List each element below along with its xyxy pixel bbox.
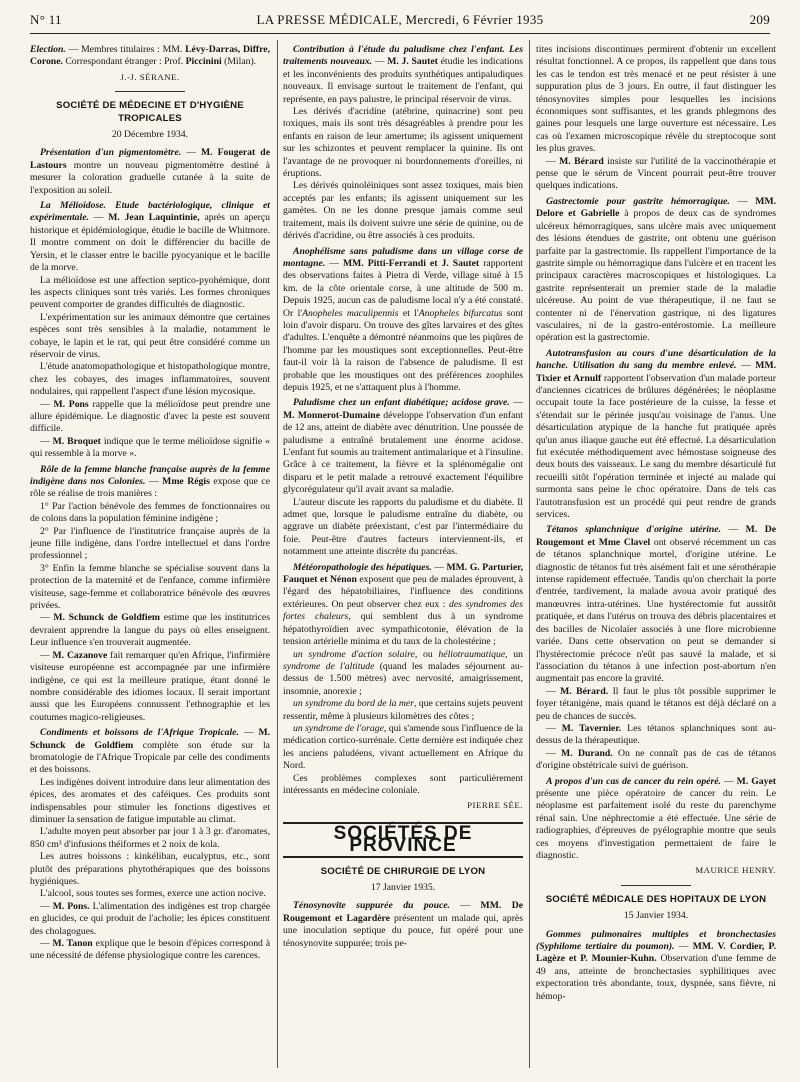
discussion-durand: — M. Durand. On ne connaît pas de cas de tétanos d'origine obstétricale suivi de guérison. [536,747,776,772]
paragraph: L'étude anatomopathologique et histopathologique montre, chez les cobayes, des images inflammatoires, souvent nodulaires, qui rappellent l'aspect d'une lésion mycosique. [30,361,270,398]
page-header [30,12,770,30]
paragraph: un syndrome du bord de la mer, que certains sujets peuvent ressentir, même à plusieurs kilomètres des côtes ; [283,698,523,722]
article-enfant-diabetique: Paludisme chez un enfant diabétique; acidose grave. — M. Monnerot-Dumaine développe l'observation d'un enfant de 12 ans, atteint de diabète avec dénutrition. Une poussée de paludisme a entraîné brutalement une énorme acidose. L'enfant fut soumis au traitement antimalarique et à l'insuline. Grâce à ce traitement, la fièvre et la splénomégalie ont disparu et le petit malade a retrouvé exactement l'équilibre glycorégulateur qu'il avait avant sa maladie. [283,397,523,496]
paragraph: L'auteur discute les rapports du paludisme et du diabète. Il admet que, lorsque le paludisme entraîne du diabète, ou aggrave un diabète préexistant, c'est par l'intermédiaire du foie. Peut-être d'autres facteurs interviennent-ils, et notamment une atteinte discrète du pancréas. [283,496,523,558]
society-heading: SOCIÉTÉ MÉDICALE DES HOPITAUX DE LYON [545,893,767,905]
signature: MAURICE HENRY. [695,865,776,876]
discussion-schunck: — M. Schunck de Goldfiem estime que les institutrices devraient apprendre la langue du pays où elles enseignent. Leur influence s'en trouverait augmentée. [30,612,270,649]
paragraph: Les dérivés d'acridine (atébrine, quinacrine) sont peu toxiques, mais ils sont très désagréables à prendre pour les enfants en raison de leur amertume; ils agissent uniquement sur les schizontes et peuvent remplacer la quinine. Ils ont l'avantage de ne provoquer ni bourdonnements d'oreilles, ni éruptions. [283,106,523,180]
session-date: 20 Décembre 1934. [111,129,189,141]
discussion-pons-2: — M. Pons. L'alimentation des indigènes est trop chargée en glucides, ce qui produit de l'acholie; les épices constituent des cholagogues. [30,900,271,937]
column-rule-2 [529,40,530,1068]
article-melioidose: La Mélioïdose. Etude bactériologique, clinique et expérimentale. — M. Jean Laquintinie, après un aperçu historique et épidémiologique, étudie le bacille de Whitmore. Il montre comment on doit le différencier du bacille de Yersin, et le classer entre le bacille pyocyanique et le bacille de la morve. [30,200,270,274]
article-tenosynovite: Ténosynovite suppurée du pouce. — MM. De Rougemont et Lagardère présentent un malade qui, après une inoculation septique du pouce, fut opéré pour une ténosynovite suppurée; trois pe- [283,900,523,949]
discussion-tanon: — M. Tanon explique que le besoin d'épices correspond à une nécessité de défense physiologique contre les carences. [30,938,270,962]
article-anophelisme: Anophélisme sans paludisme dans un village corse de montagne. — MM. Pitti-Ferrandi et J. Sautet rapportent des observations faites à Pietra di Verde, village situé à 15 km. de la côte orientale corse, à une altitude de 500 m. Depuis 1925, aucun cas de paludisme local n'y a été constaté. Or l'Anopheles maculipennis et l'Anopheles bifurcatus sont loin d'avoir disparu. On trouve des gîtes larvaires et des gîtes d'adultes. L'enquête a démontré néanmoins que les piqûres de l'homme par les moustiques sont exceptionnelles. Peut-être faut-il voir là la raison de l'absence de paludisme. Il est probable que les moustiques ont des préférences zoophiles depuis 1925, et ne s'attaquent plus à l'homme. [283,245,524,393]
election-paragraph: Election. — Membres titulaires : MM. Lévy-Darras, Diffre, Corone. Correspondant étranger : Prof. Piccinini (Milan). [30,44,271,68]
paragraph: L'expérimentation sur les animaux démontre que certaines espèces sont très sensibles à la maladie, notamment le cobaye, le lapin et le rat, qui peut être considéré comme un réservoir de virus. [30,311,270,360]
session-date: 15 Janvier 1934. [623,910,689,922]
article-condiments: Condiments et boissons de l'Afrique Tropicale. — M. Schunck de Goldfiem complète son étude sur la bromatologie de l'Afrique Tropicale par celle des condiments et des boissons. [30,727,271,776]
paragraph: L'adulte moyen peut absorber par jour 1 à 3 gr. d'aromates, 850 cm³ d'infusions théiformes et 2 noix de kola. [30,826,270,850]
paragraph: Les indigènes doivent introduire dans leur alimentation des épices, des aromates et des caféiques. Ces produits sont indispensables pour stimuler les fonctions digestives et diminuer la sensation de fatigue imputable au climat. [30,776,270,825]
column-1 [30,44,270,963]
paragraph: Ces problèmes complexes sont particulièrement intéressants en médecine coloniale. [283,772,523,796]
article-femme-blanche: Rôle de la femme blanche française auprès de la femme indigène dans nos Colonies. — Mme Régis expose que ce rôle se réalise de trois manières : [30,463,270,500]
list-item: 3° Enfin la femme blanche se spécialise souvent dans la protection de la maternité et de l'enfance, comme infirmière visiteuse, sage-femme et collaboratrice bénévole des œuvres privées. [30,562,270,612]
discussion-berard: — M. Bérard insiste sur l'utilité de la vaccinothérapie et pense que le sérum de Vincent pourrait peut-être trouver quelques indications. [536,155,776,192]
article-gommes-pulmonaires: Gommes pulmonaires multiples et bronchectasies (Syphilome tertiaire du poumon). — MM. V. Cordier, P. Lagèze et P. Mounier-Kuhn. Observation d'une femme de 49 ans, atteinte de bronchectasies syphilitiques avec expectoration très abondante, toux, dyspnée, sans fièvre, ni hémop- [536,928,776,1002]
list-item: 1° Par l'action bénévole des femmes de fonctionnaires ou de colons dans la population féminine indigène ; [30,500,270,525]
discussion-broquet: — M. Broquet indique que le terme mélioïdose signifie « qui ressemble à la morve ». [30,435,271,460]
issue-number: N° 11 [30,12,62,27]
section-divider [621,885,691,886]
header-rule [30,33,770,34]
province-banner: SOCIÉTÉS DE PROVINCE [283,822,523,858]
article-gastrectomie: Gastrectomie pour gastrite hémorragique. — MM. Delore et Gabrielle à propos de deux cas de syndromes ulcéreux hémorragiques, sans ulcère mais avec uniquement des lésions étendues de gastrite, ont obtenu une guérison parfaite par la gastrectomie. Ils rappellent l'importance de la gastrite simple ou hémorragique dans l'ulcère et en tracent les principaux caractères macroscopiques et histologiques. La gastrite représenterait un premier stade de la maladie ulcéreuse. Au point de vue thérapeutique, il ne faut se contenter ni de l'énervation gastrique, ni des ligatures vasculaires, ni de la gastro-entérostomie. La meilleure opération est la gastrectomie. [536,195,777,344]
article-meteoropathologie: Météoropathologie des hépatiques. — MM. G. Parturier, Fauquet et Nénon exposent que peu de malades éprouvent, à l'égard des hépatobiliaires, l'influence des conditions extérieures. On peut observer chez eux : des syndromes des fortes chaleurs, qui semblent dus à un syndrome hépatothyroïdien avec sympathicotonie, élévation de la tension artérielle minima et du taux de la cholestérine ; [283,561,523,648]
society-heading: SOCIÉTÉ DE CHIRURGIE DE LYON [320,865,486,877]
session-date: 17 Janvier 1935. [370,882,436,893]
section-divider [115,91,185,92]
paragraph: La mélioïdose est une affection septico-pyohémique, dont les aspects cliniques sont très variés. Les formes chroniques peuvent comporter de grandes difficultés de diagnostic. [30,274,270,311]
paragraph: tites incisions discontinues permirent d'obtenir un excellent résultat fonctionnel. A ce propos, ils rappellent que dans tous les cas le tendon est très menacé et ne peut résister à une suppuration plus de 3 jours. En outre, il faut distinguer les ténosynovites simples pour lesquelles les incisions économiques sont suffisantes, et les grands phlegmons des gaines pour lesquels une large ouverture est nécessaire. Les cas où l'examen microscopique révèle du streptocoque sont les plus graves. [536,44,776,155]
column-rule-1 [277,40,278,1068]
paragraph: Les dérivés quinoléiniques sont assez toxiques, mais bien acceptés par les enfants; ils agissent uniquement sur les gamètes. On ne les donne presque jamais comme seul traitement, mais ils doivent suivre une série de quinine, ou de dérivés d'acridine, ou être associés à ces produits. [283,180,523,242]
discussion-cazanove: — M. Cazanove fait remarquer qu'en Afrique, l'infirmière visiteuse européenne est accompagnée par une infirmière indigène, ce qui est la meilleure pratique, étant donné le nombre considérable des idiomes locaux. Il serait important aussi que les Européens connussent l'ethnographie et les coutumes magico-religieuses. [30,649,270,723]
article-pigmentometre: Présentation d'un pigmentomètre. — M. Fougerat de Lastours montre un nouveau pigmentomètre destiné à mesurer la coloration graduelle cutanée à la suite de l'exposition au soleil. [30,147,270,196]
paragraph: un syndrome de l'orage, qui s'amende sous l'influence de la médication cortico-surrénale. Cette dernière est indiquée chez les anciens paludéens, vivant actuellement en Afrique du Nord. [283,722,523,772]
discussion-berard-2: — M. Bérard. Il faut le plus tôt possible supprimer le foyer tétanigène, mais quand le tétanos est déjà déclaré on a peu de chances de succès. [536,685,776,722]
list-item: 2° Par l'influence de l'institutrice française auprès de la jeune fille indigène, dans l'ordre intellectuel et dans l'ordre professionnel ; [30,525,270,562]
paragraph: L'alcool, sous toutes ses formes, exerce une action nocive. [40,888,266,900]
signature: J.-J. SÉRANE. [120,71,180,82]
article-tetanos: Tétanos splanchnique d'origine utérine. — M. De Rougemont et Mme Clavel ont observé récemment un cas de tétanos splanchnique mortel, d'origine utérine. Le diagnostic de tétanos fut très aisément fait et une sérothérapie intense rapidement effectuée. Tandis qu'on cherchait la porte d'entrée, tardivement, la malade avoua avoir pratiqué des manœuvres intra-utérines. Une hystérectomie fut aussitôt pratiquée, et dans l'utérus on trouva des débris placentaires et des bacilles de Nicolaïer associés à une flore microbienne variée. Dans cette observation on peut se demander si l'hystérectomie précoce n'eût pas sauvé la malade, et si l'association du tétanos à une infection post-abortum n'en augmentait pas encore la gravité. [536,524,777,685]
signature: PIERRE SÉE. [467,800,523,811]
discussion-pons: — M. Pons rappelle que la mélioïdose peut prendre une allure épidémique. Le diagnostic d'avec la peste est souvent difficile. [30,398,270,435]
page-number: 209 [749,12,770,27]
paragraph: Les autres boissons : kinkéliban, eucalyptus, etc., sont plutôt des préparations phytothérapiques que des boissons hygiéniques. [30,851,270,887]
society-heading: SOCIÉTÉ DE MÉDECINE ET D'HYGIÈNE TROPICALES [56,100,244,124]
discussion-tavernier: — M. Tavernier. Les tétanos splanchniques sont au-dessus de la thérapeutique. [536,722,776,747]
journal-title: LA PRESSE MÉDICALE, Mercredi, 6 Février 1935 [256,12,544,27]
column-3 [536,44,776,1003]
paragraph: un syndrome d'action solaire, ou héliotraumatique, un syndrome de l'altitude (quand les malades séjournent au-dessus de 1.500 mètres) avec nervosité, amaigrissement, insomnie, anorexie ; [283,648,524,697]
column-2 [283,44,523,950]
article-autotransfusion: Autotransfusion au cours d'une désarticulation de la hanche. Utilisation du sang du membre enlevé. — MM. Tixier et Arnulf rapportent l'observation d'un malade porteur d'anciennes cicatrices de brûlures dégénérées; le néoplasme occupait toute la face postérieure de la cuisse, la fesse et s'étendait sur le périnée jusqu'au voisinage de l'anus. Une désarticulation atypique de la hanche fut pratiquée après qu'un anus iliaque gauche eut été effectué. La désarticulation fut exécutée méthodiquement avec hémostase soigneuse des deux bouts des vaisseaux. Le sang du membre désarticulé fut recueilli sitôt l'opération terminée et injecté au malade qui surmonta sans peine le choc opératoire. Dans de tels cas l'autotransfusion est un procédé qui peut rendre de grands services. [536,347,777,521]
article-cancer-rein: A propos d'un cas de cancer du rein opéré. — M. Gayet présente une pièce opératoire de cancer du rein. Le néoplasme est parfaitement isolé du reste du parenchyme rénal sain. Une néphrectomie a été effectuée. Une série de radiographies, d'épreuves de pyélographie montre que seuls ces moyens d'investigation permettaient de faire le diagnostic. [536,775,776,861]
article-paludisme-enfant: Contribution à l'étude du paludisme chez l'enfant. Les traitements nouveaux. — M. J. Sautet étudie les indications et les inconvénients des produits synthétiques antipaludiques nouveaux. Il envisage surtout le traitement de l'enfant, qui représente, en pays palustre, le principal réservoir de virus. [283,44,524,105]
